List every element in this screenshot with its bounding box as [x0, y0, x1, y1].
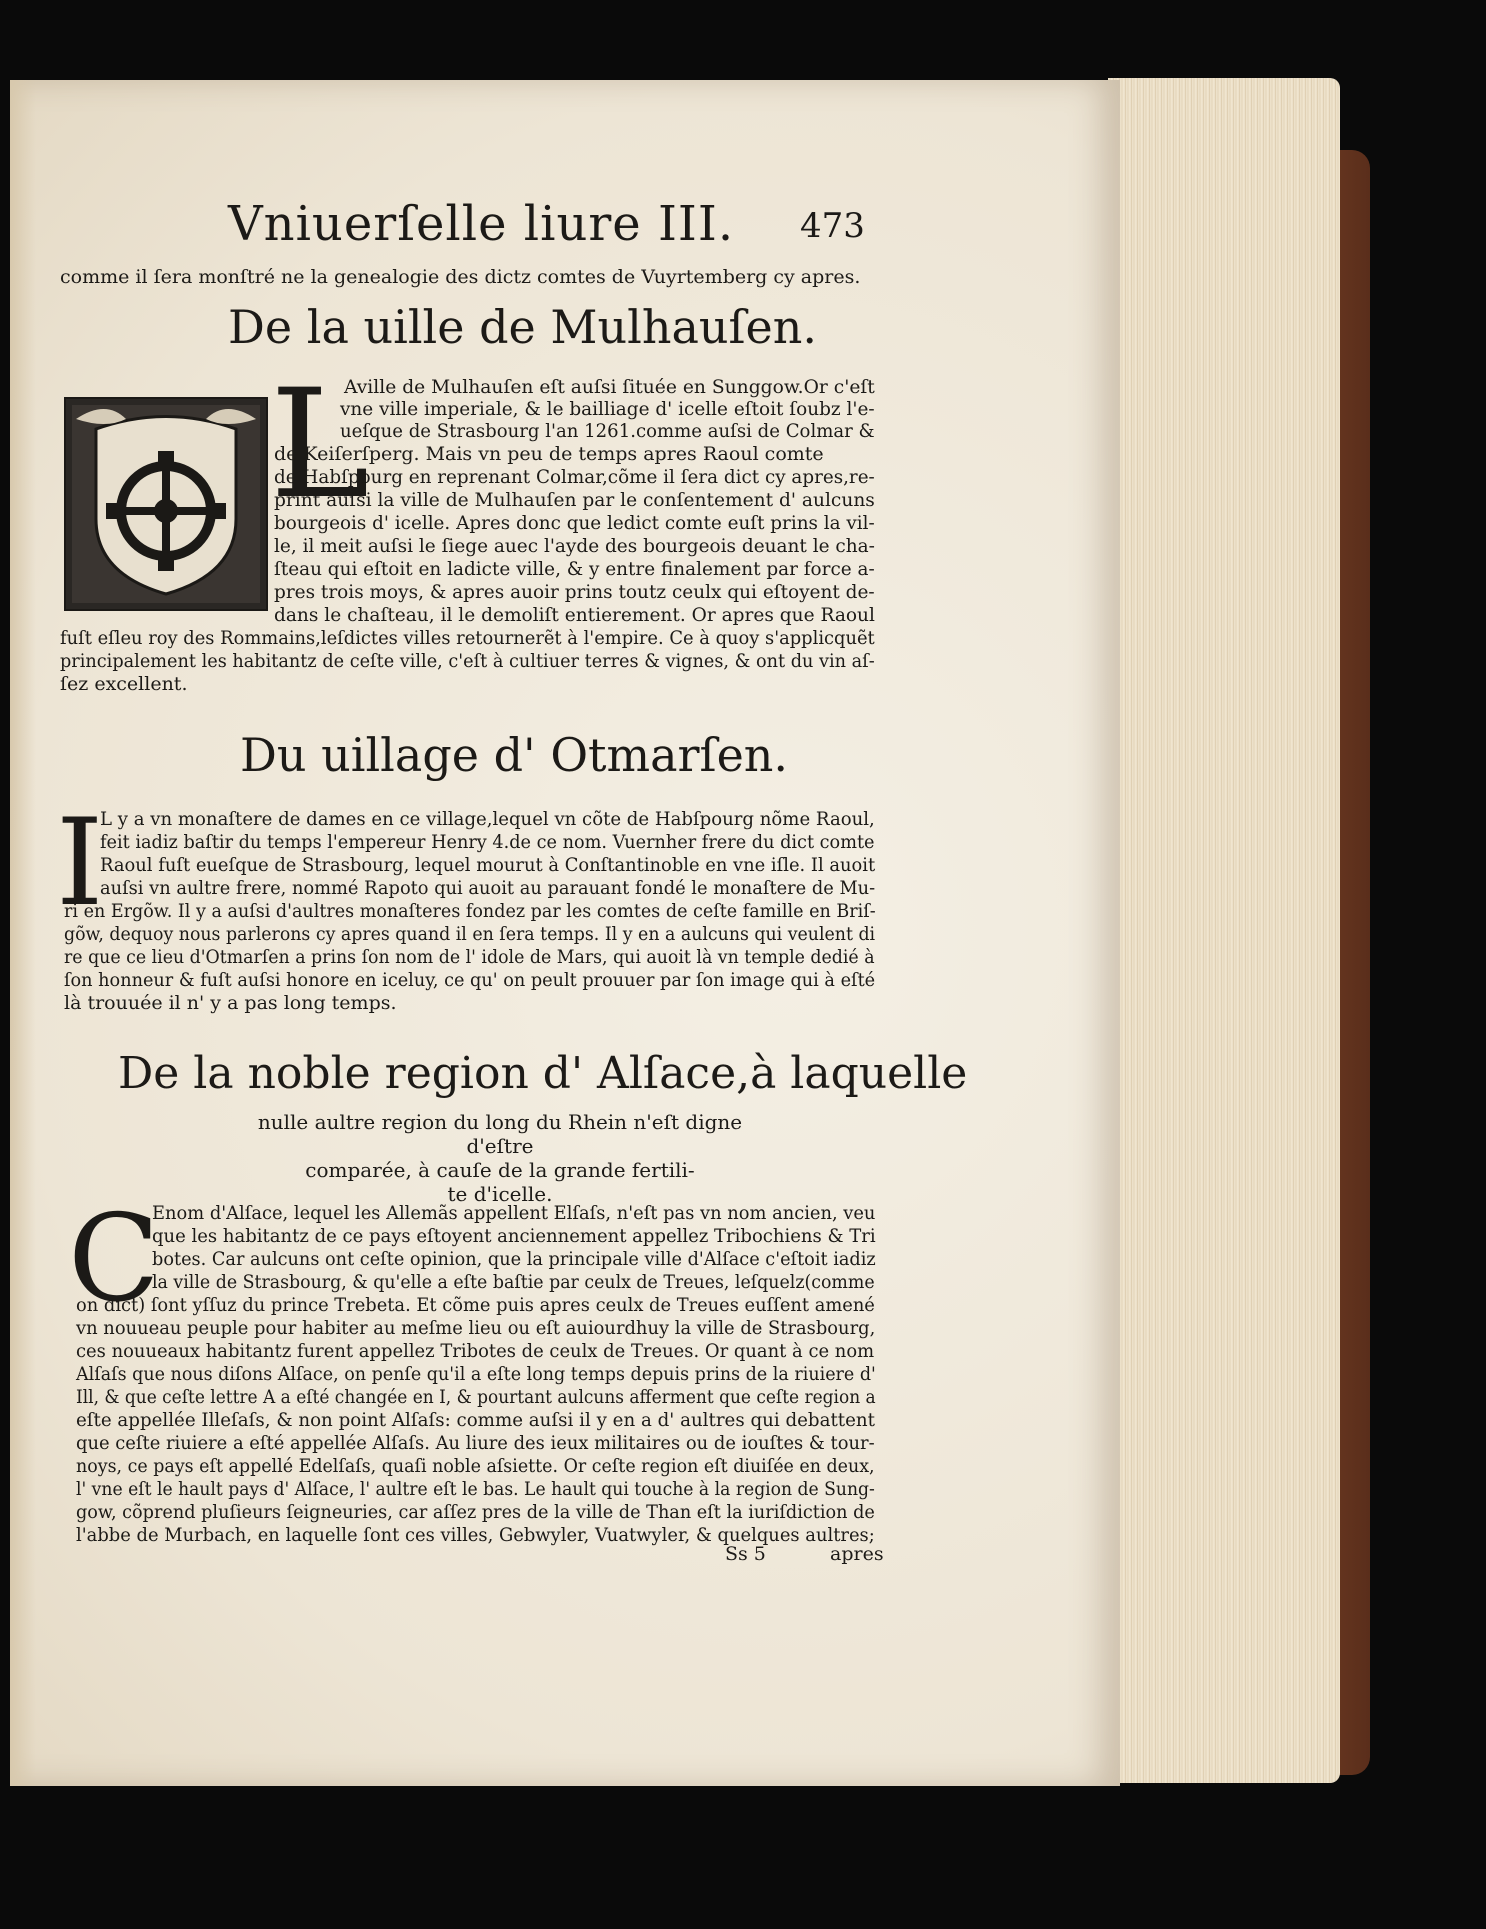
text-line: principalement les habitantz de ceſte ville, c'eſt à cultiuer terres & vignes, & ont du vin aſ- [60, 650, 875, 672]
text-line: Raoul fuſt eueſque de Strasbourg, lequel mourut à Conſtantinoble en vne iſle. Il auoit [100, 854, 876, 876]
drop-cap-I: I [56, 794, 104, 933]
coat-of-arms-icon [66, 399, 266, 609]
woodcut-coat-of-arms [64, 397, 268, 611]
drop-cap-C: C [68, 1190, 160, 1329]
text-line: que ceſte riuiere a eſté appellée Alſaſs. Au liure des ieux militaires ou de iouſtes & tour- [76, 1432, 875, 1454]
section-heading-alsace: De la noble region d' Alſace,à laquelle [118, 1048, 968, 1099]
page-number: 473 [800, 206, 865, 246]
text-line: vne ville imperiale, & le bailliage d' icelle eſtoit ſoubz l'e- [340, 398, 875, 420]
section-subheading [240, 1110, 760, 1206]
drop-cap-L: L [270, 358, 370, 532]
page-edges [1108, 78, 1340, 1783]
text-line: Aville de Mulhauſen eſt auſsi ſituée en Sunggow.Or c'eſt [344, 376, 875, 398]
text-line: L y a vn monaſtere de dames en ce village,lequel vn cõte de Habſpourg nõme Raoul, [100, 808, 875, 830]
section-heading-otmarsen: Du uillage d' Otmarſen. [240, 728, 789, 782]
text-line: de Keiſerſperg. Mais vn peu de temps apres Raoul comte [274, 443, 824, 465]
text-line: Ill, & que ceſte lettre A a eſté changée en I, & pourtant aulcuns afferment que ceſte region a [76, 1386, 876, 1408]
text-line: l' vne eſt le hault pays d' Alſace, l' aultre eſt le bas. Le hault qui touche à la region de Sung- [76, 1478, 875, 1500]
text-line: que les habitantz de ce pays eſtoyent anciennement appellez Tribochiens & Tri [152, 1225, 876, 1247]
text-line: gow, cõprend pluſieurs ſeigneuries, car aſſez pres de la ville de Than eſt la iuriſdiction de [76, 1501, 875, 1523]
subheading-line: nulle aultre region du long du Rhein n'eſt digne d'eſtre [257, 1110, 743, 1158]
text-line: gõw, dequoy nous parlerons cy apres quand il en ſera temps. Il y en a aulcuns qui veulent di [64, 923, 876, 945]
text-line: noys, ce pays eſt appellé Edelſaſs, quaſi noble aſsiette. Or ceſte region eſt diuiſée en deux, [76, 1455, 875, 1477]
catchword: apres [830, 1543, 884, 1565]
carry-over-line: comme il ſera monſtré ne la genealogie des dictz comtes de Vuyrtemberg cy apres. [60, 266, 861, 288]
text-line: auſsi vn aultre frere, nommé Rapoto qui auoit au parauant fondé le monaſtere de Mu- [100, 877, 876, 899]
text-line: ſez excellent. [60, 673, 188, 695]
text-line: le, il meit auſsi le ſiege auec l'ayde des bourgeois deuant le cha- [274, 535, 875, 557]
text-line: on dict) ſont yſſuz du prince Trebeta. Et cõme puis apres ceulx de Treues euſſent amené [76, 1294, 875, 1316]
text-line: la ville de Strasbourg, & qu'elle a eſte baſtie par ceulx de Treues, leſquelz(comme [152, 1271, 875, 1293]
text-line: Enom d'Alſace, lequel les Allemãs appellent Elſaſs, n'eſt pas vn nom ancien, veu [152, 1202, 876, 1224]
text-line: bourgeois d' icelle. Apres donc que ledict comte euſt prins la vil- [274, 512, 875, 534]
text-line: print auſsi la ville de Mulhauſen par le conſentement d' aulcuns [274, 489, 875, 511]
text-line: l'abbe de Murbach, en laquelle ſont ces villes, Gebwyler, Vuatwyler, & quelques aultres; [76, 1524, 875, 1546]
text-line: Alſaſs que nous diſons Alſace, on penſe qu'il a eſte long temps depuis prins de la riuiere d' [76, 1363, 876, 1385]
text-line: vn nouueau peuple pour habiter au meſme lieu ou eſt auiourdhuy la ville de Strasbourg, [76, 1317, 876, 1339]
text-line: re que ce lieu d'Otmarſen a prins ſon nom de l' idole de Mars, qui auoit là vn temple dedié à [64, 946, 875, 968]
text-line: là trouuée il n' y a pas long temps. [64, 992, 397, 1014]
signature-mark: Ss 5 [725, 1543, 766, 1565]
text-line: botes. Car aulcuns ont ceſte opinion, que la principale ville d'Alſace c'eſtoit iadiz [152, 1248, 876, 1270]
subheading-line: te d'icelle. [447, 1182, 553, 1206]
text-line: de Habſpourg en reprenant Colmar,cõme il ſera dict cy apres,re- [274, 466, 875, 488]
text-line: ueſque de Strasbourg l'an 1261.comme auſsi de Colmar & [340, 420, 875, 442]
text-line: pres trois moys, & apres auoir prins toutz ceulx qui eſtoyent de- [274, 581, 875, 603]
text-line: fuſt eſleu roy des Rommains,leſdictes villes retournerẽt à l'empire. Ce à quoy s'applicquẽt [60, 627, 875, 649]
text-line: feit iadiz baſtir du temps l'empereur Henry 4.de ce nom. Vuernher frere du dict comte [100, 831, 875, 853]
running-head: Vniuerſelle liure III. [228, 196, 735, 252]
subheading-line: comparée, à cauſe de la grande fertili- [305, 1158, 695, 1182]
text-line: dans le chaſteau, il le demoliſt entierement. Or apres que Raoul [274, 604, 875, 626]
text-line: eſte appellée Illeſaſs, & non point Alſaſs: comme auſsi il y en a d' aultres qui debattent [76, 1409, 875, 1431]
text-line: ri en Ergõw. Il y a auſsi d'aultres monaſteres fondez par les comtes de ceſte famille en Briſ- [64, 900, 876, 922]
gutter-shadow [10, 80, 36, 1786]
text-line: ces nouueaux habitantz furent appellez Tribotes de ceulx de Treues. Or quant à ce nom [76, 1340, 875, 1362]
section-heading-mulhausen: De la uille de Mulhauſen. [228, 300, 817, 354]
text-line: ſteau qui eſtoit en ladicte ville, & y entre finalement par force a- [274, 558, 875, 580]
text-line: ſon honneur & fuſt auſsi honore en iceluy, ce qu' on peult prouuer par ſon image qui à eſté [64, 969, 876, 991]
